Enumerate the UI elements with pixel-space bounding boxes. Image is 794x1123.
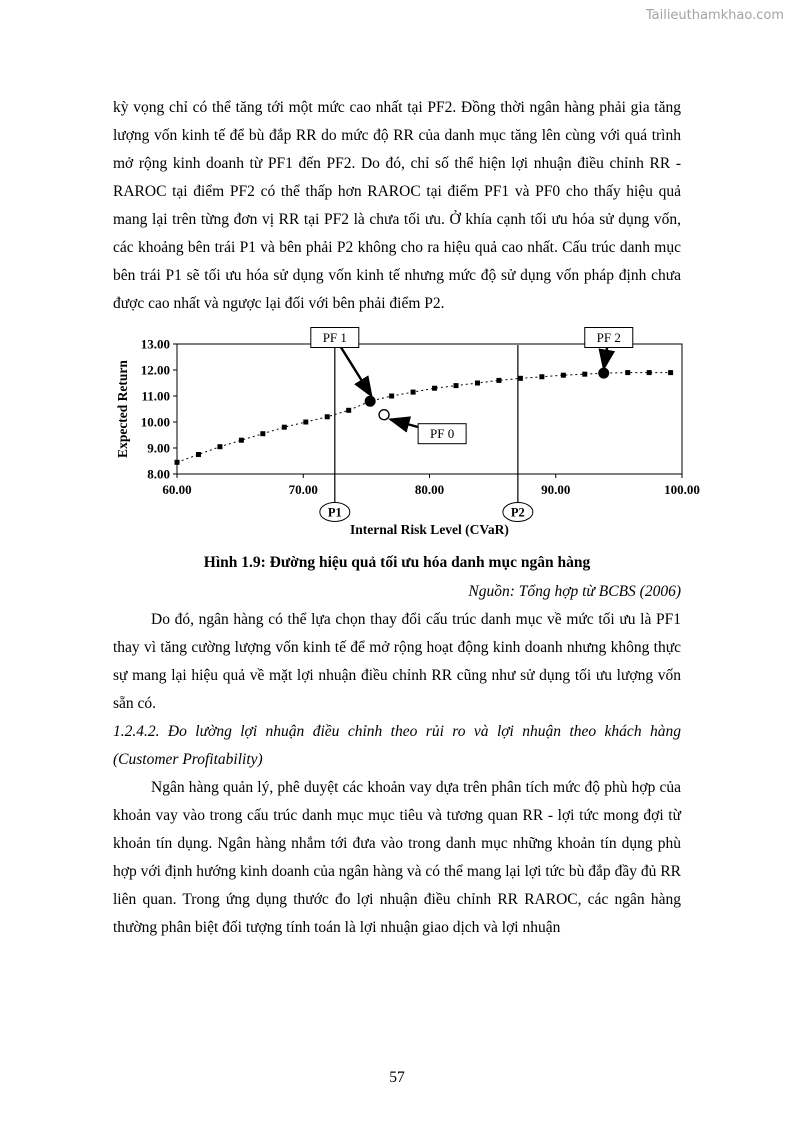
svg-text:10.00: 10.00 <box>140 414 170 430</box>
svg-text:P2: P2 <box>510 505 525 520</box>
svg-text:11.00: 11.00 <box>141 388 170 404</box>
svg-text:Expected Return: Expected Return <box>115 360 130 458</box>
efficient-frontier-chart <box>115 326 700 540</box>
paragraph-1: kỳ vọng chỉ có thể tăng tới một mức cao nhất tại PF2. Đồng thời ngân hàng phải gia tăng lượng vốn kinh tế để bù đắp RR do mức độ RR của danh mục tăng lên cùng với quá trình mở rộng kinh doanh từ PF1 đến PF2. Do đó, chỉ số thể hiện lợi nhuận điều chỉnh RR - RAROC tại điểm PF2 có thể thấp hơn RAROC tại điểm PF1 và PF0 cho thấy hiệu quả mang lại trên từng đơn vị RR tại PF2 là chưa tối ưu. Ở khía cạnh tối ưu hóa sử dụng vốn, các khoảng bên trái P1 và bên phải P2 không cho ra hiệu quả cao nhất. Cấu trúc danh mục bên trái P1 sẽ tối ưu hóa sử dụng vốn kinh tế nhưng mức độ sử dụng vốn pháp định chưa được cao nhất và ngược lại đối với bên phải điểm P2. <box>113 99 681 312</box>
svg-text:70.00: 70.00 <box>288 482 318 497</box>
svg-text:Internal Risk Level (CVaR): Internal Risk Level (CVaR) <box>350 522 509 537</box>
svg-text:PF 1: PF 1 <box>322 330 347 345</box>
page-number: 57 <box>389 1069 405 1086</box>
page-content <box>113 94 700 942</box>
svg-text:80.00: 80.00 <box>414 482 445 497</box>
svg-text:9.00: 9.00 <box>147 440 170 456</box>
svg-text:PF 0: PF 0 <box>430 426 455 442</box>
paragraph-3: Ngân hàng quản lý, phê duyệt các khoản vay dựa trên phân tích mức độ phù hợp của khoản vay vào trong cấu trúc danh mục mục tiêu và tương quan RR - lợi tức mong đợi từ khoản tín dụng. Ngân hàng nhắm tới đưa vào trong danh mục những khoản tín dụng phù hợp với định hướng kinh doanh của ngân hàng và có thể mang lại lợi tức bù đắp đầy đủ RR liên quan. Trong ứng dụng thước đo lợi nhuận điều chỉnh RR RAROC, các ngân hàng thường phân biệt đối tượng tính toán là lợi nhuận giao dịch và lợi nhuận <box>113 779 681 936</box>
section-heading-1-2-4-2: 1.2.4.2. Đo lường lợi nhuận điều chỉnh theo rủi ro và lợi nhuận theo khách hàng (Customer Profitability) <box>113 723 681 768</box>
svg-text:13.00: 13.00 <box>140 336 170 352</box>
svg-text:90.00: 90.00 <box>541 482 571 497</box>
svg-text:60.00: 60.00 <box>162 482 192 497</box>
svg-text:PF 2: PF 2 <box>596 330 621 345</box>
figure-caption: Hình 1.9: Đường hiệu quả tối ưu hóa danh mục ngân hàng <box>203 554 591 571</box>
paragraph-2: Do đó, ngân hàng có thể lựa chọn thay đổi cấu trúc danh mục về mức tối ưu là PF1 thay vì tăng cường lượng vốn kinh tế để mở rộng hoạt động kinh doanh nhưng không thực sự mang lại hiệu quả về mặt lợi nhuận điều chỉnh RR cũng như sử dụng tối ưu lượng vốn sẵn có. <box>113 611 681 712</box>
svg-text:8.00: 8.00 <box>147 466 170 482</box>
watermark: Tailieuthamkhao.com <box>645 8 784 23</box>
svg-text:P1: P1 <box>327 505 342 520</box>
chart-wrap <box>115 326 700 540</box>
figure-source: Nguồn: Tổng hợp từ BCBS (2006) <box>468 583 681 600</box>
svg-text:100.00: 100.00 <box>664 482 700 497</box>
svg-text:12.00: 12.00 <box>140 362 170 378</box>
figure-1-9 <box>113 326 700 606</box>
